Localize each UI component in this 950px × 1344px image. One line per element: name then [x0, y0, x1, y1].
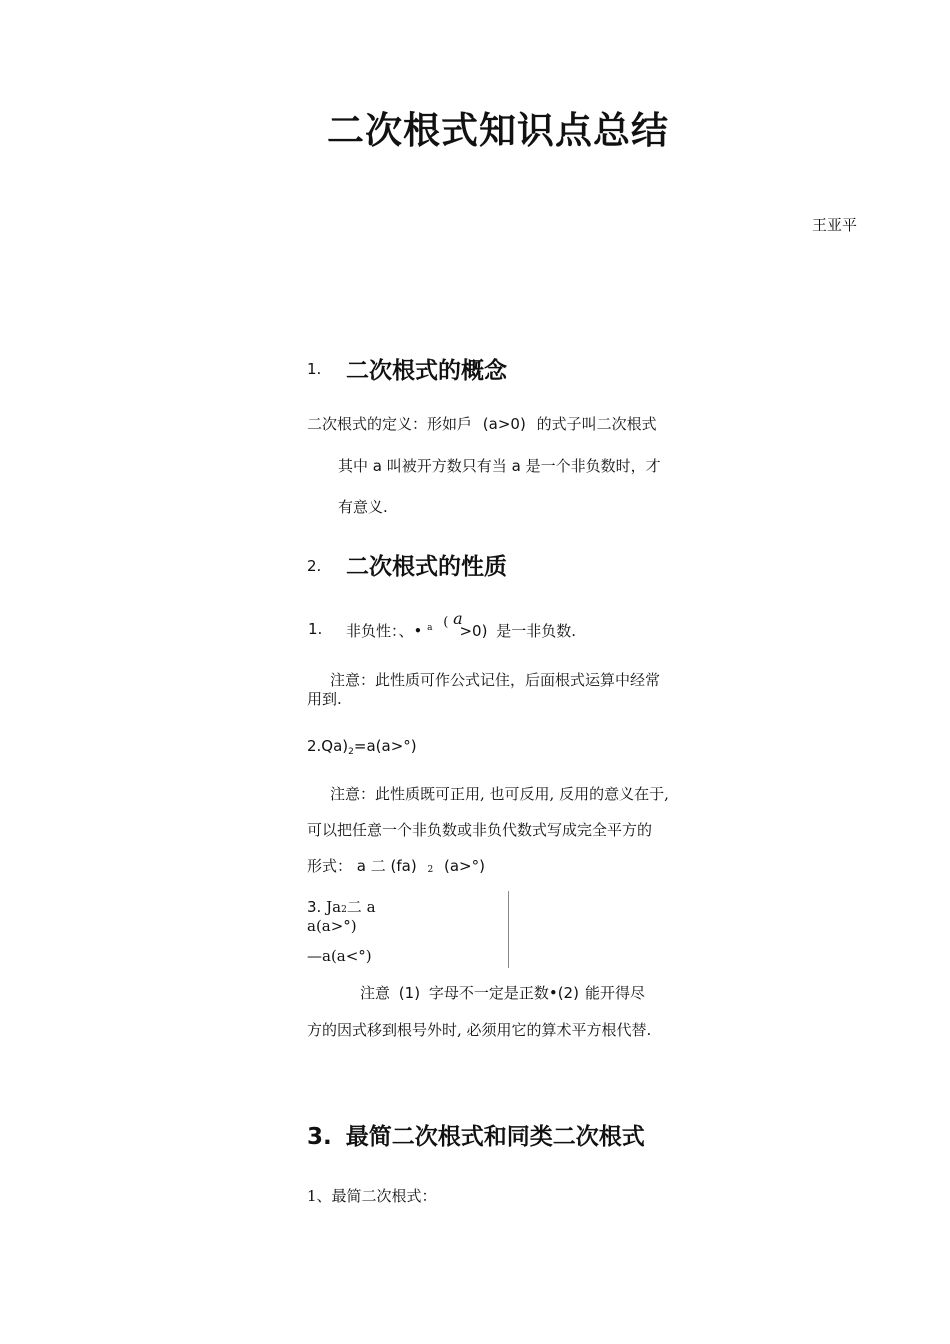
property-2-subscript: 2	[348, 747, 354, 757]
note-1-line-2: 用到.	[307, 690, 342, 708]
note-3-label: 注意	[360, 984, 391, 1002]
note-3-line-2: 方的因式移到根号外时, 必须用它的算术平方根代替.	[307, 1021, 652, 1039]
property-1-label: 非负性：、•	[346, 622, 423, 640]
property-1-text	[346, 609, 577, 641]
section-3-title: 最简二次根式和同类二次根式	[345, 1124, 645, 1150]
note-3-item-1-text: 字母不一定是正数•	[428, 984, 558, 1002]
section-3-heading	[307, 1118, 645, 1151]
section-2-title: 二次根式的性质	[346, 554, 507, 580]
concept-definition-text: 二次根式的定义：形如戶	[307, 415, 473, 433]
note-2-line-2: 可以把任意一个非负数或非负代数式写成完全平方的	[307, 821, 653, 839]
property-3-part-b: Ja	[326, 898, 342, 916]
concept-line-2-part-a: 其中	[338, 457, 369, 475]
property-1-superscript: a	[427, 623, 433, 633]
property-3-subscript: 2	[341, 905, 347, 915]
subheading-simplest-radical: 1、最简二次根式：	[307, 1187, 437, 1205]
concept-variable-a: a	[372, 457, 382, 475]
concept-line-3: 有意义.	[338, 498, 388, 516]
property-2-part-b: =a(a>°)	[353, 737, 417, 755]
section-1-number: 1.	[307, 360, 322, 378]
property-1-italic-a: a	[453, 609, 463, 628]
section-3-number: 3.	[307, 1124, 332, 1150]
property-1-condition: >0)	[459, 622, 488, 640]
property-3-number: 3.	[307, 898, 322, 916]
concept-line-2	[338, 455, 661, 476]
property-1-paren: (	[443, 615, 449, 630]
note-3-item-2-marker: (2)	[557, 984, 579, 1002]
note-2-form-subscript: 2	[427, 865, 434, 875]
section-1-title: 二次根式的概念	[346, 358, 507, 384]
note-1-line-1: 注意：此性质可作公式记住，后面根式运算中经常	[330, 671, 661, 689]
concept-definition-end: 的式子叫二次根式	[536, 415, 657, 433]
brace-divider-line	[508, 891, 509, 968]
property-2-formula	[307, 737, 417, 755]
author-name: 王亚平	[812, 216, 858, 234]
concept-variable-a-2: a	[511, 457, 521, 475]
concept-line-1	[307, 413, 657, 434]
property-3-case-1: a(a>°)	[307, 917, 357, 935]
property-3-part-c: 二 a	[346, 898, 376, 916]
note-2-form-condition: (a>°)	[444, 857, 485, 875]
property-1-number: 1.	[308, 620, 323, 638]
note-3-item-1-marker: (1)	[398, 984, 421, 1002]
property-1-result: 是一非负数.	[496, 622, 577, 640]
note-2-form-label: 形式：	[307, 857, 353, 875]
section-2-number: 2.	[307, 557, 322, 575]
note-2-form-expression: a 二 (fa)	[356, 857, 417, 875]
concept-line-2-part-e: 是一个非负数时，才	[525, 457, 661, 475]
concept-line-2-part-c: 叫被开方数只有当	[386, 457, 507, 475]
concept-condition: (a>0)	[482, 415, 526, 433]
note-2-line-1: 注意：此性质既可正用, 也可反用, 反用的意义在于,	[330, 785, 669, 803]
note-3-item-2-text: 能开得尽	[584, 984, 645, 1002]
property-2-part-a: 2.Qa)	[307, 737, 349, 755]
note-2-line-3	[307, 855, 485, 876]
property-3-case-2: —a(a<°)	[307, 947, 372, 965]
note-3-line-1	[360, 982, 645, 1003]
property-3-formula	[307, 896, 376, 917]
document-title: 二次根式知识点总结	[327, 109, 669, 152]
